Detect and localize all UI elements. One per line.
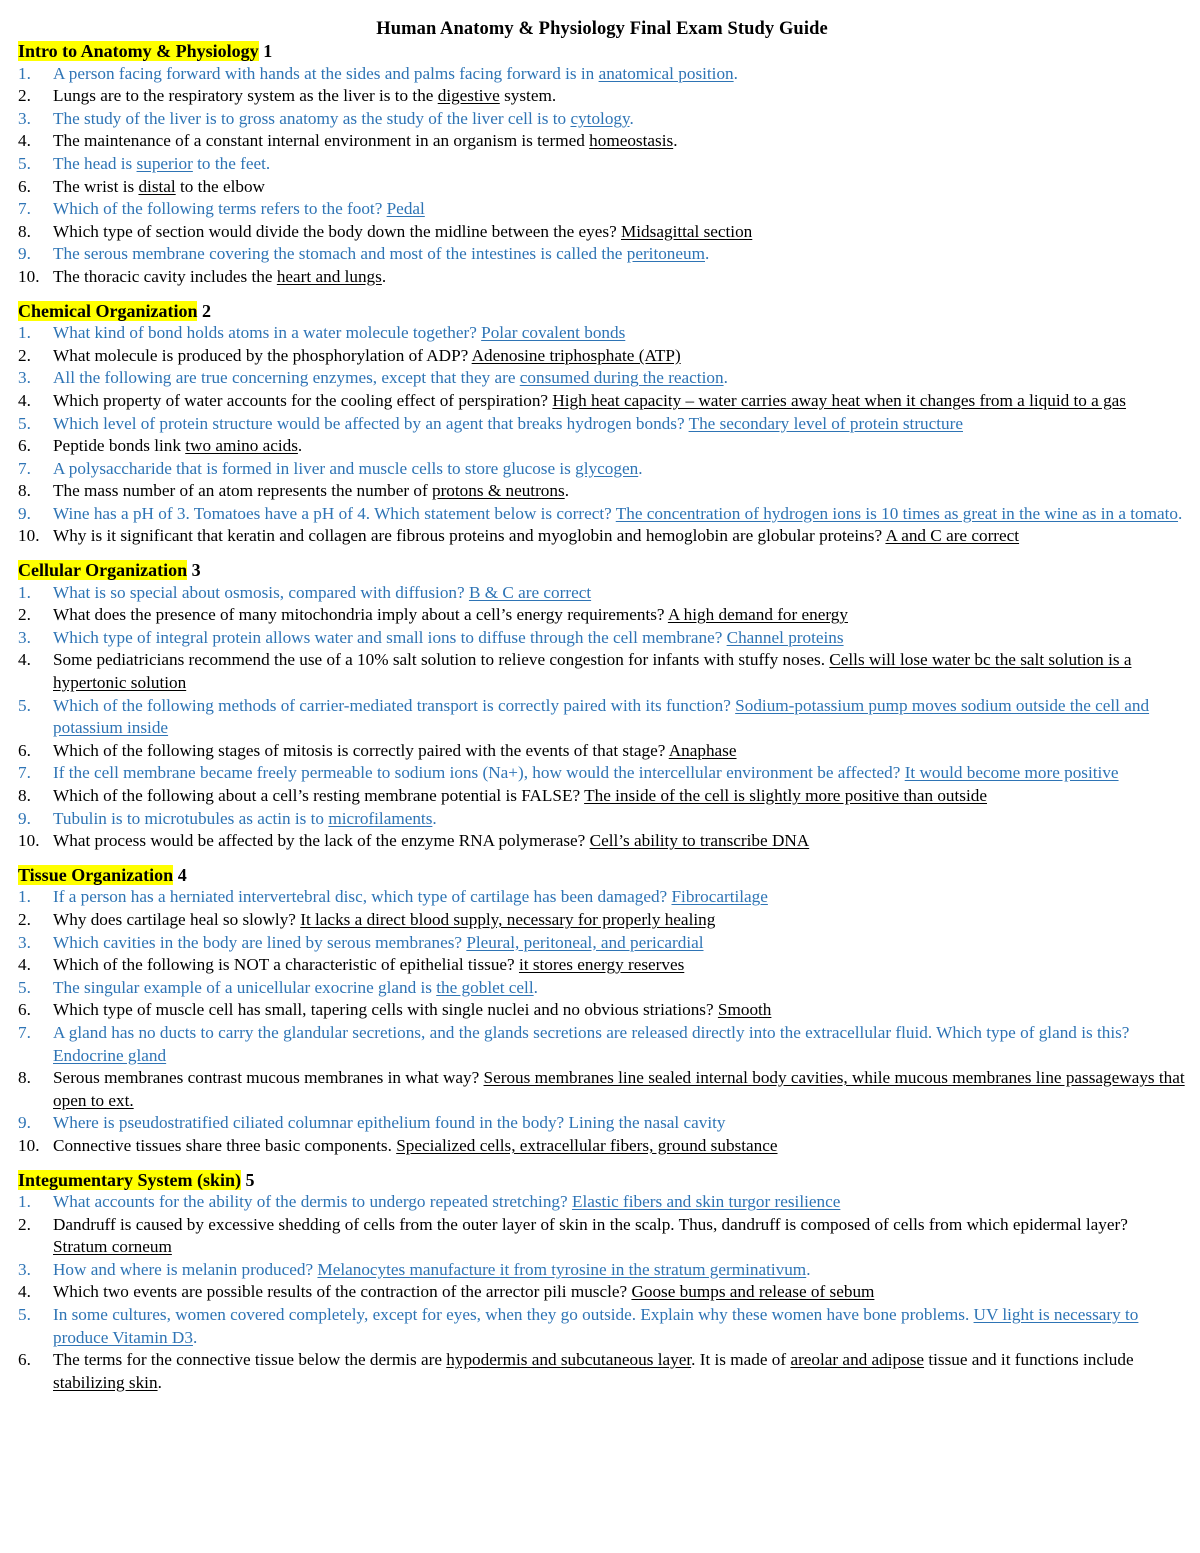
list-item [18, 458, 1186, 481]
question-text: Which of the following is NOT a characteristic of epithelial tissue? [53, 955, 519, 975]
list-item [18, 582, 1186, 605]
item-number: 4. [18, 131, 31, 151]
question-text: Which of the following about a cell’s resting membrane potential is FALSE? [53, 786, 585, 805]
item-number: 3. [18, 932, 31, 952]
answer-text: Specialized cells, extracellular fibers, ground substance [396, 1135, 778, 1155]
item-number: 1. [18, 887, 31, 907]
trailing-text: . [673, 131, 678, 151]
trailing-text: . [723, 368, 728, 388]
list-item [18, 525, 1186, 548]
question-text: Wine has a pH of 3. Tomatoes have a pH of 4. Which statement below is correct? [53, 503, 616, 523]
section-heading-number: 2 [201, 300, 211, 321]
item-number: 8. [18, 786, 31, 805]
item-number: 10. [18, 831, 40, 851]
question-text: The thoracic cavity includes the [53, 266, 277, 286]
answer-text: superior [136, 153, 193, 173]
question-list [18, 322, 1186, 548]
list-item [18, 627, 1186, 650]
item-number: 7. [18, 199, 31, 219]
answer-text: stabilizing skin [53, 1372, 158, 1392]
question-text: Which type of section would divide the body down the midline between the eyes? [53, 221, 621, 241]
answer-text: The concentration of hydrogen ions is 10 times as great in the wine as in a tomato [615, 503, 1179, 523]
trailing-text: system. [499, 86, 557, 106]
item-number: 2. [18, 909, 31, 929]
section-heading [18, 1169, 1186, 1192]
item-number: 5. [18, 695, 31, 715]
answer-text: UV light is necessary to produce Vitamin D3 [53, 1305, 1139, 1347]
answer-text: it stores energy reserves [518, 955, 685, 975]
question-text: Tubulin is to microtubules as actin is to [53, 808, 329, 828]
section-heading-number: 5 [245, 1169, 255, 1190]
list-item [18, 1304, 1186, 1349]
item-number: 2. [18, 345, 31, 365]
question-text: Why does cartilage heal so slowly? [53, 909, 301, 929]
list-item [18, 480, 1186, 503]
answer-text: two amino acids [185, 436, 298, 456]
study-guide-document [18, 18, 1186, 1405]
answer-text: hypodermis and subcutaneous layer [446, 1350, 692, 1370]
sections-container [18, 40, 1186, 1394]
question-text: The serous membrane covering the stomach and most of the intestines is called the [53, 244, 627, 264]
question-text: What kind of bond holds atoms in a water molecule together? [53, 323, 482, 343]
answer-text: Pedal [386, 199, 425, 219]
question-text: Serous membranes contrast mucous membranes in what way? [53, 1068, 484, 1088]
answer-text: Polar covalent bonds [481, 323, 626, 343]
list-item [18, 785, 1186, 808]
question-text: Some pediatricians recommend the use of a 10% salt solution to relieve congestion for infants with stuffy noses. [53, 650, 830, 670]
item-number: 6. [18, 436, 31, 456]
question-text: Which type of integral protein allows water and small ions to diffuse through the cell membrane? [53, 627, 727, 647]
answer-text: heart and lungs [276, 266, 382, 286]
section-heading [18, 300, 1186, 323]
answer-text: digestive [437, 86, 500, 106]
section [18, 300, 1186, 549]
item-number: 1. [18, 323, 31, 343]
trailing-text: . It is made of [691, 1350, 791, 1370]
question-text: The study of the liver is to gross anatomy as the study of the liver cell is to [53, 108, 571, 128]
answer-text: Endocrine gland [53, 1045, 167, 1065]
answer-text: Sodium-potassium pump moves sodium outside the cell and potassium inside [53, 695, 1150, 738]
document-title: Human Anatomy & Physiology Final Exam Study Guide [376, 19, 828, 39]
item-number: 2. [18, 86, 31, 106]
item-number: 7. [18, 1022, 31, 1042]
list-item [18, 367, 1186, 390]
question-list [18, 1191, 1186, 1394]
item-number: 8. [18, 481, 31, 501]
answer-text: A and C are correct [885, 526, 1020, 546]
list-item [18, 649, 1186, 694]
question-text: In some cultures, women covered completely, except for eyes, when they go outside. Explain why these women have bone problems. [53, 1305, 974, 1325]
answer-text: Anaphase [668, 740, 737, 760]
list-item [18, 435, 1186, 458]
answer-text: High heat capacity – water carries away heat when it changes from a liquid to a gas [552, 390, 1127, 410]
answer-text: B & C are correct [468, 582, 592, 602]
item-number: 6. [18, 1000, 31, 1020]
question-list [18, 63, 1186, 289]
question-text: Which of the following stages of mitosis is correctly paired with the events of that stage? [53, 740, 669, 760]
question-text: How and where is melanin produced? [53, 1259, 318, 1279]
question-text: Peptide bonds link [53, 436, 186, 456]
item-number: 5. [18, 413, 31, 433]
answer-text: microfilaments [328, 808, 433, 828]
section-heading-title: Intro to Anatomy & Physiology [18, 41, 259, 61]
item-number: 8. [18, 221, 31, 241]
question-text: What is so special about osmosis, compared with diffusion? [53, 582, 469, 602]
answer-text: anatomical position [598, 63, 734, 83]
list-item [18, 108, 1186, 131]
question-text: The singular example of a unicellular exocrine gland is [53, 977, 437, 997]
list-item [18, 886, 1186, 909]
item-number: 7. [18, 763, 31, 783]
item-number: 3. [18, 1259, 31, 1279]
section [18, 40, 1186, 289]
list-item [18, 413, 1186, 436]
question-text: Dandruff is caused by excessive shedding of cells from the outer layer of skin in the scalp. Thus, dandruff is composed of cells from which epidermal layer? [53, 1214, 1128, 1234]
question-text: Which of the following methods of carrier-mediated transport is correctly paired with its function? [53, 695, 736, 715]
list-item [18, 1112, 1186, 1135]
item-number: 6. [18, 176, 31, 196]
question-text: Where is pseudostratified ciliated columnar epithelium found in the body? Lining the nasal cavity [53, 1113, 726, 1133]
section-heading-title: Cellular Organization [18, 560, 188, 581]
trailing-text: . [638, 458, 643, 478]
list-item [18, 1191, 1186, 1214]
answer-text: Elastic fibers and skin turgor resilience [571, 1192, 841, 1212]
list-item [18, 1259, 1186, 1282]
item-number: 3. [18, 368, 31, 388]
list-item [18, 999, 1186, 1022]
answer-text: A high demand for energy [667, 605, 848, 625]
answer-text: Pleural, peritoneal, and pericardial [466, 932, 704, 952]
list-item [18, 762, 1186, 785]
question-text: Why is it significant that keratin and collagen are fibrous proteins and myoglobin and hemoglobin are globular proteins? [53, 526, 886, 546]
list-item [18, 63, 1186, 86]
item-number: 9. [18, 503, 31, 523]
trailing-text: . [192, 1327, 198, 1347]
trailing-text: tissue and it functions include [924, 1350, 1134, 1370]
answer-text: Stratum corneum [53, 1237, 172, 1257]
section-heading-title: Chemical Organization [18, 300, 198, 321]
list-item [18, 830, 1186, 853]
answer-text: Channel proteins [726, 627, 844, 647]
item-number: 1. [18, 1192, 31, 1212]
answer-text: The inside of the cell is slightly more positive than outside [584, 786, 987, 805]
trailing-text: . [297, 436, 303, 456]
question-text: Which level of protein structure would be affected by an agent that breaks hydrogen bonds? [53, 413, 689, 433]
item-number: 2. [18, 605, 31, 625]
item-number: 4. [18, 1282, 31, 1302]
list-item [18, 1214, 1186, 1259]
item-number: 7. [18, 458, 31, 478]
question-text: Which type of muscle cell has small, tapering cells with single nuclei and no obvious striations? [53, 1000, 718, 1020]
question-text: If the cell membrane became freely permeable to sodium ions (Na+), how would the intercellular environment be affected? [53, 763, 905, 783]
section-heading [18, 40, 1186, 63]
item-number: 10. [18, 266, 40, 286]
list-item [18, 977, 1186, 1000]
item-number: 4. [18, 955, 31, 975]
answer-text: Midsagittal section [621, 221, 753, 241]
item-number: 1. [18, 582, 31, 602]
list-item [18, 243, 1186, 266]
section-heading [18, 559, 1186, 582]
list-item [18, 1349, 1186, 1394]
question-text: What accounts for the ability of the dermis to undergo repeated stretching? [53, 1192, 572, 1212]
item-number: 3. [18, 108, 31, 128]
question-text: The mass number of an atom represents the number of [53, 481, 432, 501]
question-text: All the following are true concerning enzymes, except that they are [53, 368, 520, 388]
item-number: 4. [18, 390, 31, 410]
answer-text: Fibrocartilage [671, 887, 768, 907]
item-number: 4. [18, 650, 31, 670]
trailing-text: . [629, 108, 634, 128]
question-text: What does the presence of many mitochondria imply about a cell’s energy requirements? [53, 605, 668, 625]
trailing-text: to the elbow [175, 176, 265, 196]
list-item [18, 266, 1186, 289]
item-number: 8. [18, 1068, 31, 1088]
question-text: Which of the following terms refers to the foot? [53, 199, 387, 219]
answer-text: Smooth [717, 1000, 772, 1020]
answer-text: Cells will lose water bc the salt solution is a hypertonic solution [53, 650, 1132, 693]
item-number: 3. [18, 627, 31, 647]
list-item [18, 345, 1186, 368]
item-number: 10. [18, 526, 40, 546]
question-text: A person facing forward with hands at the sides and palms facing forward is in [53, 63, 599, 83]
question-text: The wrist is [53, 176, 139, 196]
section [18, 1169, 1186, 1395]
list-item [18, 1135, 1186, 1158]
trailing-text: . [564, 481, 569, 501]
section [18, 559, 1186, 853]
section-heading-number: 4 [177, 864, 187, 885]
answer-text: It lacks a direct blood supply, necessary for properly healing [300, 909, 716, 929]
item-number: 2. [18, 1214, 31, 1234]
trailing-text: . [1178, 503, 1183, 523]
question-text: Which property of water accounts for the cooling effect of perspiration? [53, 390, 553, 410]
list-item [18, 221, 1186, 244]
section-heading-title: Integumentary System (skin) [18, 1169, 241, 1190]
answer-text: areolar and adipose [790, 1350, 925, 1370]
answer-text: distal [138, 176, 176, 196]
item-number: 6. [18, 740, 31, 760]
question-text: Lungs are to the respiratory system as the liver is to the [53, 86, 438, 106]
section-heading-title: Tissue Organization [18, 864, 174, 885]
answer-text: homeostasis [589, 131, 674, 151]
list-item [18, 808, 1186, 831]
list-item [18, 176, 1186, 199]
list-item [18, 954, 1186, 977]
trailing-text: . [381, 266, 387, 286]
list-item [18, 153, 1186, 176]
answer-text: peritoneum [626, 244, 705, 264]
item-number: 5. [18, 153, 31, 173]
item-number: 5. [18, 977, 31, 997]
list-item [18, 740, 1186, 763]
item-number: 6. [18, 1350, 31, 1370]
answer-text: Melanocytes manufacture it from tyrosine in the stratum germinativum [317, 1259, 807, 1279]
question-text: Which two events are possible results of the contraction of the arrector pili muscle? [53, 1282, 632, 1302]
item-number: 1. [18, 63, 31, 83]
item-number: 9. [18, 244, 31, 264]
list-item [18, 130, 1186, 153]
question-text: The head is [53, 153, 137, 173]
section-heading [18, 864, 1186, 887]
section-heading-number: 1 [263, 41, 273, 61]
question-text: A polysaccharide that is formed in liver and muscle cells to store glucose is [53, 458, 576, 478]
question-text: If a person has a herniated intervertebral disc, which type of cartilage has been damaged? [53, 887, 672, 907]
answer-text: Serous membranes line sealed internal body cavities, while mucous membranes line passageways that open to ext. [53, 1068, 1185, 1110]
item-number: 9. [18, 808, 31, 828]
list-item [18, 198, 1186, 221]
list-item [18, 1067, 1186, 1112]
trailing-text: . [705, 244, 710, 264]
answer-text: Goose bumps and release of sebum [631, 1282, 875, 1302]
list-item [18, 604, 1186, 627]
answer-text: It would become more positive [904, 763, 1119, 783]
list-item [18, 909, 1186, 932]
list-item [18, 390, 1186, 413]
list-item [18, 1281, 1186, 1304]
item-number: 5. [18, 1305, 31, 1325]
list-item [18, 503, 1186, 526]
section-heading-number: 3 [191, 560, 201, 581]
trailing-text: . [733, 63, 738, 83]
section [18, 864, 1186, 1158]
trailing-text: . [432, 808, 437, 828]
trailing-text: to the feet. [192, 153, 271, 173]
question-list [18, 886, 1186, 1157]
question-text: The maintenance of a constant internal environment in an organism is termed [53, 131, 590, 151]
answer-text: Cell’s ability to transcribe DNA [589, 831, 810, 851]
question-text: Which cavities in the body are lined by serous membranes? [53, 932, 467, 952]
question-text: What process would be affected by the lack of the enzyme RNA polymerase? [53, 831, 590, 851]
question-text: Connective tissues share three basic components. [53, 1135, 397, 1155]
trailing-text: . [157, 1372, 162, 1392]
list-item [18, 85, 1186, 108]
answer-text: consumed during the reaction [519, 368, 724, 388]
list-item [18, 695, 1186, 740]
question-list [18, 582, 1186, 853]
question-text: A gland has no ducts to carry the glandular secretions, and the glands secretions are released directly into the extracellular fluid. Which type of gland is this? [53, 1022, 1130, 1042]
item-number: 9. [18, 1113, 31, 1133]
answer-text: The secondary level of protein structure [688, 413, 963, 433]
trailing-text: . [806, 1259, 811, 1279]
trailing-text: . [533, 977, 538, 997]
answer-text: glycogen [575, 458, 639, 478]
list-item [18, 932, 1186, 955]
item-number: 10. [18, 1135, 40, 1155]
list-item [18, 1022, 1186, 1067]
question-text: What molecule is produced by the phosphorylation of ADP? [53, 345, 472, 365]
answer-text: protons & neutrons [431, 481, 565, 501]
answer-text: cytology [570, 108, 630, 128]
list-item [18, 322, 1186, 345]
answer-text: Adenosine triphosphate (ATP) [471, 345, 681, 365]
question-text: The terms for the connective tissue below the dermis are [53, 1350, 447, 1370]
answer-text: the goblet cell [436, 977, 534, 997]
